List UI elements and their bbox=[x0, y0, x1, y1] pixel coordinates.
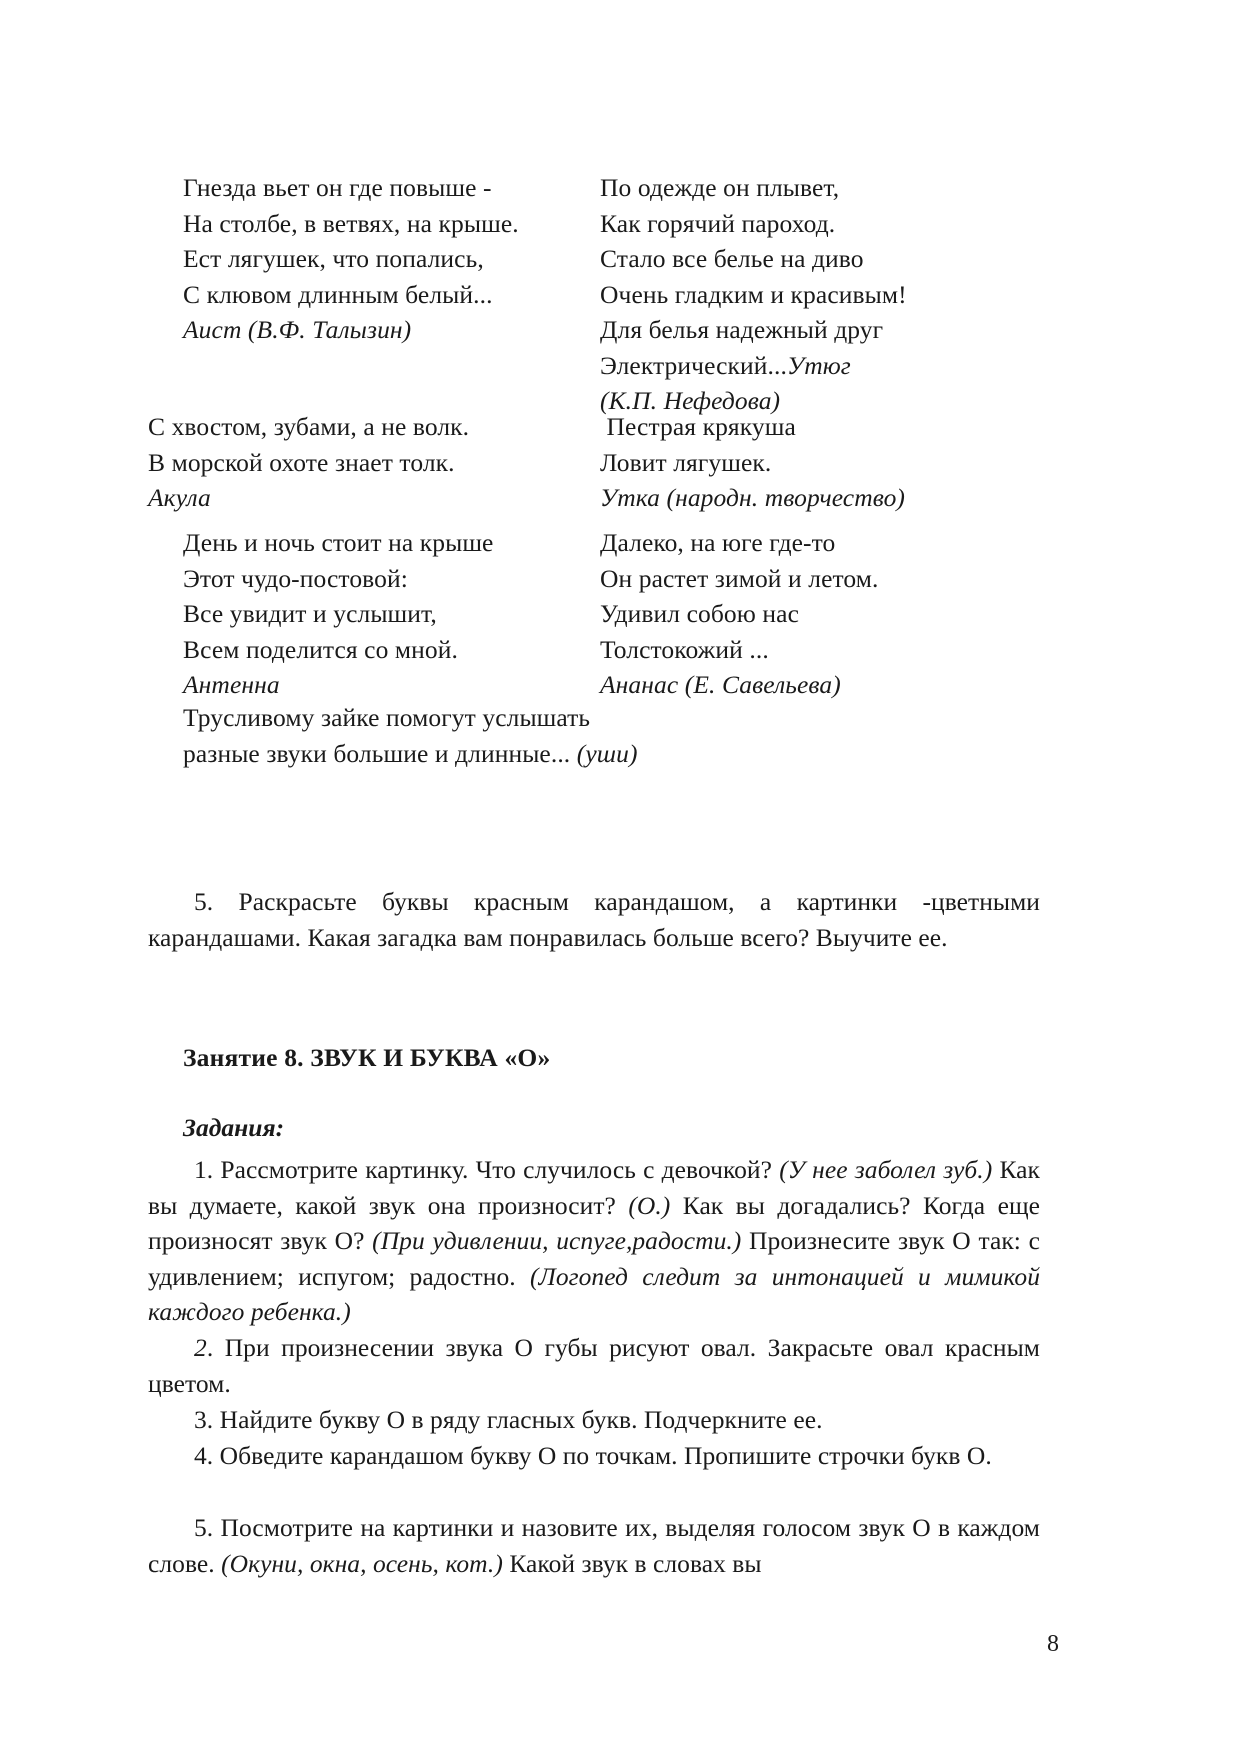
riddle-line: Как горячий пароход. bbox=[600, 208, 836, 238]
task-item-5 bbox=[148, 1510, 1040, 1581]
riddle-line: День и ночь стоит на крыше bbox=[183, 528, 494, 557]
riddle-line: Далеко, на юге где-то bbox=[600, 528, 836, 557]
riddle-line: Пестрая крякуша bbox=[600, 412, 796, 441]
tasks-subheading: Задания: bbox=[183, 1113, 285, 1142]
riddle-line: На столбе, в ветвях, на крыше. bbox=[183, 208, 519, 238]
riddle-group-3-right-column bbox=[600, 525, 878, 703]
riddle-line: С хвостом, зубами, а не волк. bbox=[148, 412, 470, 441]
riddle-line: По одежде он плывет, bbox=[600, 173, 840, 202]
riddle-group-2-left-column bbox=[148, 409, 469, 516]
task-item-4 bbox=[148, 1438, 1040, 1474]
riddle-group-2-right-column bbox=[600, 409, 905, 516]
riddle-line: Стало все белье на диво bbox=[600, 244, 864, 273]
riddle-answer-prefix: Электрический... bbox=[600, 350, 787, 380]
riddle-answer: Утка (народн. творчество) bbox=[600, 483, 906, 512]
riddle-line: Толстокожий ... bbox=[600, 634, 769, 664]
riddle-line: Ест лягушек, что попались, bbox=[183, 244, 484, 273]
riddle-answer: Акула bbox=[148, 483, 211, 512]
italic-run: (Логопед следит за интонацией и мимикой каждого ребенка.) bbox=[148, 1261, 1040, 1327]
italic-run: (При удивлении, испуге,радости.) bbox=[372, 1226, 742, 1256]
riddle-answer-word: (уши) bbox=[576, 738, 638, 768]
text-run: 4. Обведите карандашом букву О по точкам. Пропишите строчки букв О. bbox=[194, 1441, 992, 1470]
riddle-line-with-answer bbox=[183, 736, 638, 772]
final-riddle-column bbox=[183, 700, 638, 771]
text-run: 5. Посмотрите на картинки и назовите их, выделяя голосом звук О в каждом слове. bbox=[148, 1513, 1040, 1578]
riddle-answer-author: (К.П. Нефедова) bbox=[600, 386, 781, 415]
task-item-1 bbox=[148, 1152, 1040, 1330]
previous-task-5-paragraph: 5. Раскрасьте буквы красным карандашом, а картинки -цветными карандашами. Какая загадка вам понравилась больше всего? Выучите ее. bbox=[148, 887, 1040, 952]
page-number: 8 bbox=[1047, 1631, 1059, 1657]
riddle-line-text: разные звуки большие и длинные... bbox=[183, 738, 577, 768]
riddle-answer: Ананас (Е. Савельева) bbox=[600, 670, 841, 699]
text-run: Как вы догадались? Когда еще произносят звук О? bbox=[148, 1190, 1040, 1256]
riddle-answer-inline bbox=[600, 348, 907, 384]
text-run: Как вы думаете, какой звук она произносит? bbox=[148, 1155, 1040, 1220]
riddle-answer-word: Утюг bbox=[786, 350, 851, 380]
riddle-answer: Аист (В.Ф. Талызин) bbox=[183, 315, 412, 344]
riddle-line: Очень гладким и красивым! bbox=[600, 279, 907, 309]
riddle-line: Ловит лягушек. bbox=[600, 447, 772, 477]
text-run: 1. Рассмотрите картинку. Что случилось с девочкой? bbox=[194, 1155, 780, 1184]
riddle-line: Удивил собою нас bbox=[600, 599, 799, 628]
text-run: . При произнесении звука О губы рисуют овал. Закрасьте овал красным цветом. bbox=[148, 1333, 1040, 1398]
text-run: Какой звук в словах вы bbox=[502, 1548, 762, 1578]
italic-run: 2 bbox=[194, 1333, 207, 1362]
riddle-group-1-right-column bbox=[600, 170, 907, 419]
riddle-group-3-left-column bbox=[183, 525, 493, 703]
task-item-2 bbox=[148, 1330, 1040, 1401]
riddle-line: В морской охоте знает толк. bbox=[148, 447, 455, 477]
riddle-line: Он растет зимой и летом. bbox=[600, 563, 879, 593]
riddle-line: Все увидит и услышит, bbox=[183, 599, 437, 628]
riddle-line: Гнезда вьет он где повыше - bbox=[183, 173, 492, 202]
riddle-line: С клювом длинным белый... bbox=[183, 279, 493, 309]
riddle-answer: Антенна bbox=[183, 670, 280, 699]
italic-run: (Окуни, окна, осень, кот.) bbox=[221, 1548, 503, 1578]
riddle-group-1-left-column bbox=[183, 170, 519, 348]
italic-run: (О.) bbox=[628, 1190, 671, 1220]
text-run: 3. Найдите букву О в ряду гласных букв. Подчеркните ее. bbox=[194, 1405, 823, 1434]
lesson-heading: Занятие 8. ЗВУК И БУКВА «О» bbox=[183, 1043, 551, 1072]
riddle-line: Для белья надежный друг bbox=[600, 315, 884, 344]
italic-run: (У нее заболел зуб.) bbox=[779, 1155, 993, 1184]
text-run: Произнесите звук О так: с удивлением; испугом; радостно. bbox=[148, 1226, 1041, 1291]
riddle-line: Этот чудо-постовой: bbox=[183, 563, 408, 593]
riddle-line: Всем поделится со мной. bbox=[183, 634, 458, 664]
riddle-line: Трусливому зайке помогут услышать bbox=[183, 703, 591, 732]
task-item-3 bbox=[148, 1402, 1040, 1438]
